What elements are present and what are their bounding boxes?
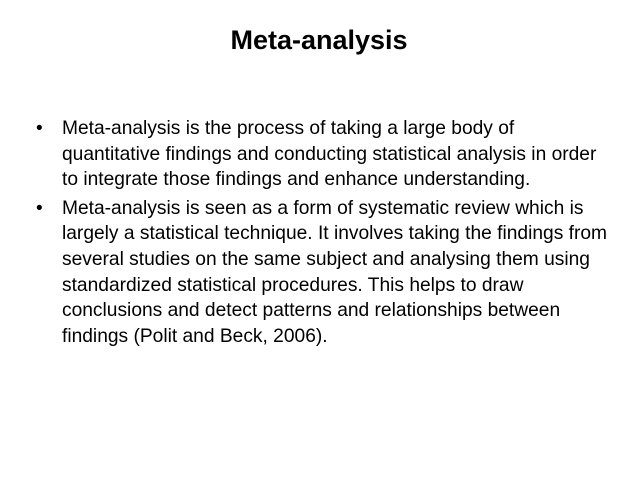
bullet-dot-icon: • [36, 197, 43, 219]
bullet-item [36, 116, 608, 193]
bullet-text: Meta-analysis is seen as a form of systematic review which is largely a statistical technique. It involves taking the findings from several studies on the same subject and analysing them using standardized statistical procedures. This helps to draw conclusions and detect patterns and relationships between findings (Polit and Beck, 2006). [62, 197, 607, 347]
slide-title: Meta-analysis [230, 25, 408, 55]
bullet-text: Meta-analysis is the process of taking a large body of quantitative findings and conducting statistical analysis in order to integrate those findings and enhance understanding. [62, 118, 597, 191]
bullet-item [36, 196, 608, 350]
bullet-dot-icon: • [36, 118, 43, 139]
bullet-list [36, 116, 608, 352]
